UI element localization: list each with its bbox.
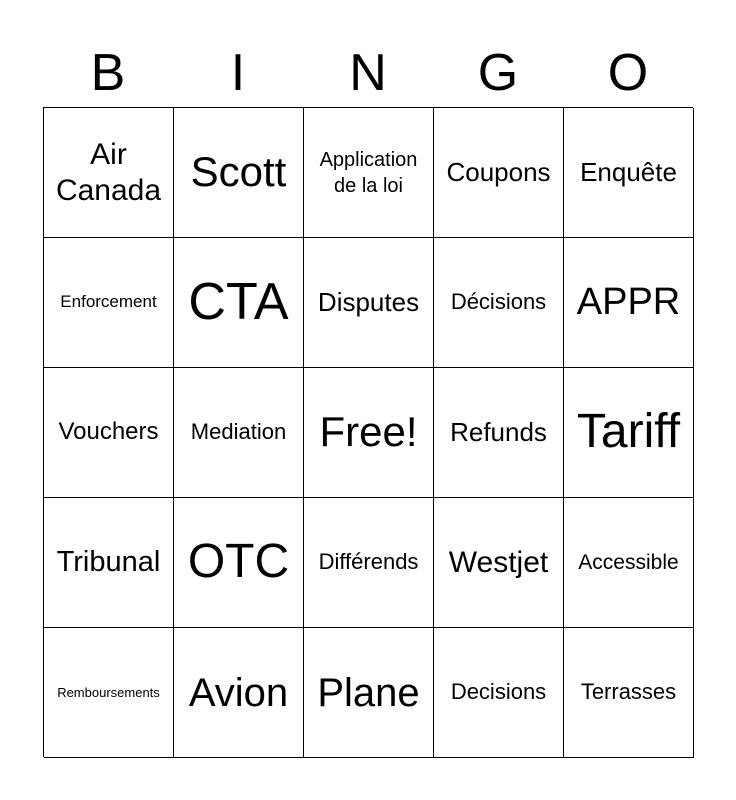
cell-label: Décisions [450, 289, 547, 315]
cell-label: Tariff [576, 405, 681, 459]
cell-label: CTA [188, 273, 289, 332]
bingo-cell-r4c4[interactable] [434, 498, 564, 628]
cell-label: Accessible [578, 550, 679, 574]
bingo-cell-r1c4[interactable] [434, 108, 564, 238]
bingo-cell-r1c2[interactable] [174, 108, 304, 238]
cell-label: Remboursements [57, 684, 160, 700]
cell-label: Tribunal [56, 546, 161, 579]
cell-label: Air Canada [55, 137, 162, 207]
bingo-cell-r5c4[interactable] [434, 628, 564, 758]
cell-label: Coupons [446, 156, 551, 187]
bingo-cell-r3c2[interactable] [174, 368, 304, 498]
cell-label: Decisions [450, 679, 547, 705]
bingo-cell-r2c1[interactable] [44, 238, 174, 368]
bingo-header [43, 40, 693, 106]
cell-label: Plane [317, 670, 420, 715]
bingo-cell-r3c3[interactable] [304, 368, 434, 498]
bingo-cell-r2c4[interactable] [434, 238, 564, 368]
cell-label: Mediation [190, 419, 287, 445]
bingo-cell-r1c1[interactable] [44, 108, 174, 238]
bingo-cell-r3c1[interactable] [44, 368, 174, 498]
cell-label: Terrasses [580, 679, 677, 705]
header-letter-g: G [477, 44, 519, 102]
cell-label: Différends [318, 549, 419, 575]
cell-label: Refunds [450, 416, 547, 447]
bingo-cell-r4c5[interactable] [564, 498, 694, 628]
header-letter-n: N [349, 44, 387, 102]
bingo-cell-r3c4[interactable] [434, 368, 564, 498]
bingo-cell-r2c3[interactable] [304, 238, 434, 368]
header-letter-b: B [90, 44, 126, 102]
cell-label: Enquête [580, 156, 677, 187]
header-letter-o: O [607, 44, 649, 102]
bingo-cell-r5c5[interactable] [564, 628, 694, 758]
bingo-cell-r2c5[interactable] [564, 238, 694, 368]
cell-label: Free! [319, 408, 418, 456]
cell-label: Application de la loi [319, 148, 418, 197]
bingo-cell-r1c3[interactable] [304, 108, 434, 238]
cell-label: Vouchers [58, 418, 159, 446]
bingo-cell-r2c2[interactable] [174, 238, 304, 368]
bingo-cell-r5c3[interactable] [304, 628, 434, 758]
bingo-cell-r4c2[interactable] [174, 498, 304, 628]
bingo-cell-r4c3[interactable] [304, 498, 434, 628]
cell-label: Westjet [448, 545, 549, 579]
bingo-cell-r3c5[interactable] [564, 368, 694, 498]
cell-label: APPR [576, 280, 681, 323]
bingo-cell-r5c2[interactable] [174, 628, 304, 758]
header-letter-i: I [230, 44, 246, 102]
cell-label: OTC [187, 535, 290, 589]
bingo-cell-r1c5[interactable] [564, 108, 694, 238]
cell-label: Disputes [317, 286, 420, 317]
cell-label: Enforcement [60, 292, 157, 312]
bingo-board [43, 107, 693, 757]
cell-label: Avion [188, 670, 289, 715]
cell-label: Scott [190, 148, 287, 196]
bingo-cell-r5c1[interactable] [44, 628, 174, 758]
bingo-cell-r4c1[interactable] [44, 498, 174, 628]
